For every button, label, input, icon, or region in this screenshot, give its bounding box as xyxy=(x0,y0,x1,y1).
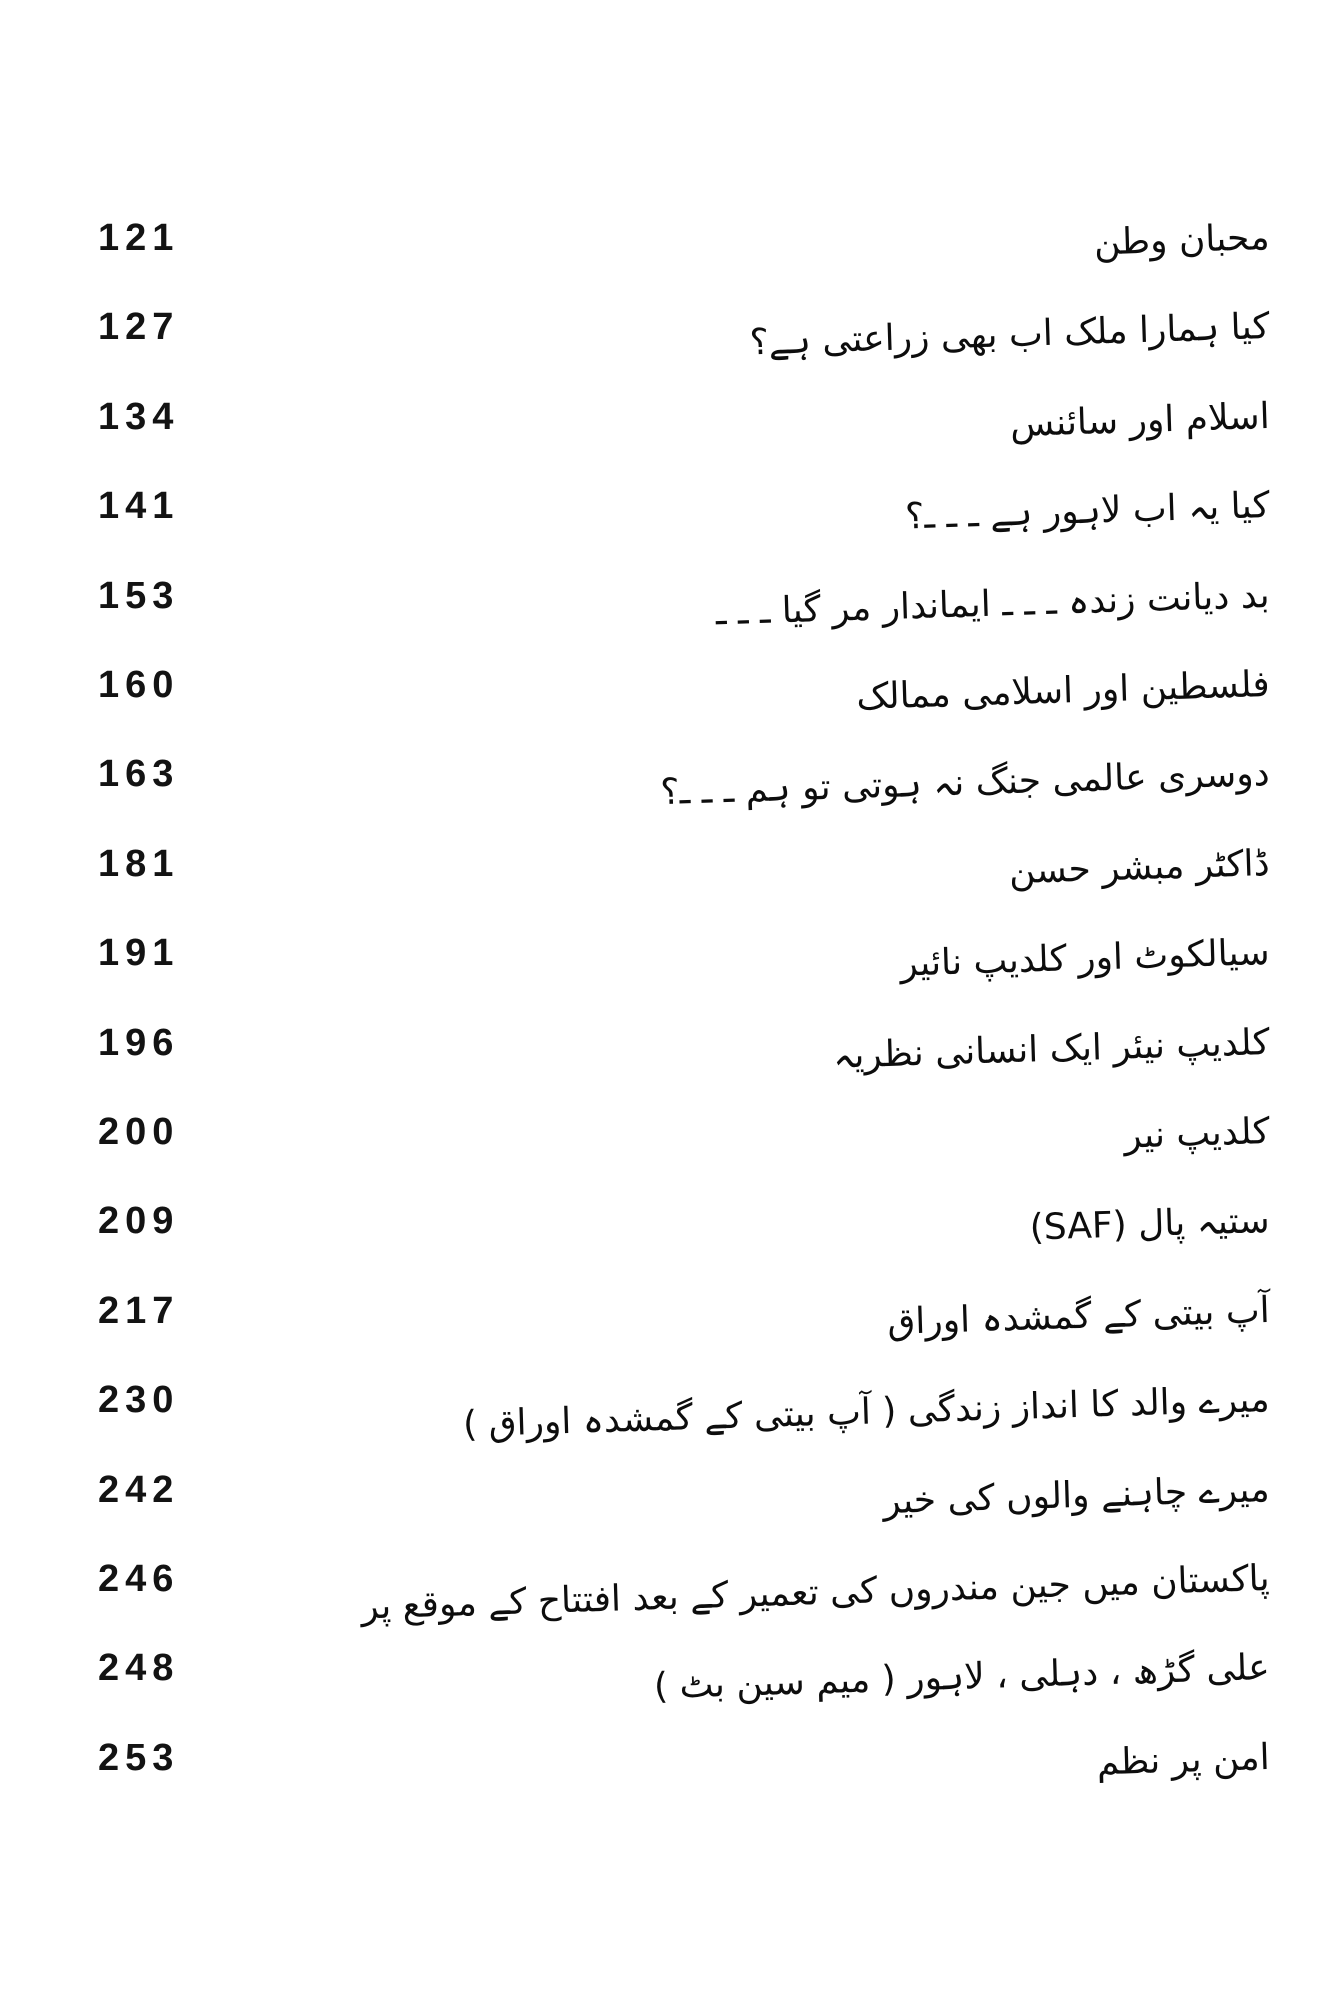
toc-page-number: 127 xyxy=(98,306,180,348)
toc-page-number: 242 xyxy=(98,1469,180,1511)
toc-page-number: 209 xyxy=(98,1200,180,1242)
toc-row xyxy=(0,372,1342,462)
toc-row xyxy=(0,1445,1342,1535)
toc-page-number: 200 xyxy=(98,1111,180,1153)
toc-entry-title: آپ بیتی کے گمشدہ اوراق xyxy=(887,1290,1271,1344)
toc-row xyxy=(0,1176,1342,1266)
toc-entry-title: بد دیانت زندہ ـ ـ ـ ایماندار مر گیا ـ ـ ـ xyxy=(715,575,1271,634)
toc-entry-title: اسلام اور سائنس xyxy=(1009,396,1271,446)
toc-row xyxy=(0,908,1342,998)
toc-entry-title: کیا ہمارا ملک اب بھی زراعتی ہے؟ xyxy=(749,306,1271,364)
toc-entry-title: ڈاکٹر مبشر حسن xyxy=(1008,843,1271,893)
toc-row xyxy=(0,193,1342,283)
toc-page-number: 230 xyxy=(98,1379,180,1421)
toc-entry-title: فلسطین اور اسلامی ممالک xyxy=(856,664,1271,719)
toc-entry-title: میرے چاہنے والوں کی خیر xyxy=(882,1469,1271,1523)
toc-entry-title: میرے والد کا انداز زندگی ( آپ بیتی کے گمشدہ اوراق ) xyxy=(462,1379,1271,1446)
toc-row xyxy=(0,1534,1342,1628)
toc-entry-title: امن پر نظم xyxy=(1096,1737,1271,1784)
toc-page-number: 163 xyxy=(98,753,180,795)
toc-row xyxy=(0,640,1342,730)
toc-entry-title: علی گڑھ ، دہلی ، لاہور ( میم سین بٹ ) xyxy=(653,1647,1271,1708)
toc-row xyxy=(0,1623,1342,1713)
toc-row xyxy=(0,1355,1342,1445)
toc-row xyxy=(0,1713,1342,1803)
toc-row xyxy=(0,819,1342,909)
toc-page-number: 160 xyxy=(98,664,180,706)
toc-entry-title: کیا یہ اب لاہور ہے ـ ـ ـ؟ xyxy=(904,485,1271,538)
toc-page-number: 217 xyxy=(98,1290,180,1332)
toc-row xyxy=(0,1266,1342,1356)
toc-page-number: 191 xyxy=(98,932,180,974)
toc-page-number: 141 xyxy=(98,485,180,527)
toc-row xyxy=(0,1087,1342,1177)
toc-page-number: 134 xyxy=(98,396,180,438)
toc-entry-title: سیالکوٹ اور کلدیپ نائیر xyxy=(900,932,1271,985)
toc-row xyxy=(0,998,1342,1088)
toc-page-number: 196 xyxy=(98,1022,180,1064)
toc-page-number: 246 xyxy=(98,1558,180,1600)
toc-row xyxy=(0,729,1342,819)
toc-entry-title: کلدیپ نیئر ایک انسانی نظریہ xyxy=(832,1022,1271,1078)
toc-page-number: 121 xyxy=(98,217,180,259)
toc-page-number: 181 xyxy=(98,843,180,885)
toc-entry-title: کلدیپ نیر xyxy=(1123,1111,1271,1157)
toc-row xyxy=(0,551,1342,641)
toc-entry-title: محبان وطن xyxy=(1093,217,1271,264)
toc-entry-title: دوسری عالمی جنگ نہ ہوتی تو ہم ـ ـ ـ؟ xyxy=(660,753,1271,814)
toc-row xyxy=(0,282,1342,372)
toc-page-number: 253 xyxy=(98,1737,180,1779)
toc-row xyxy=(0,461,1342,551)
toc-entry-title: پاکستان میں جین مندروں کی تعمیر کے بعد افتتاح کے موقع پر xyxy=(360,1558,1271,1628)
toc-entry-title: ستیہ پال (SAF) xyxy=(1029,1200,1271,1249)
toc-page-number: 153 xyxy=(98,575,180,617)
toc-page-number: 248 xyxy=(98,1647,180,1689)
